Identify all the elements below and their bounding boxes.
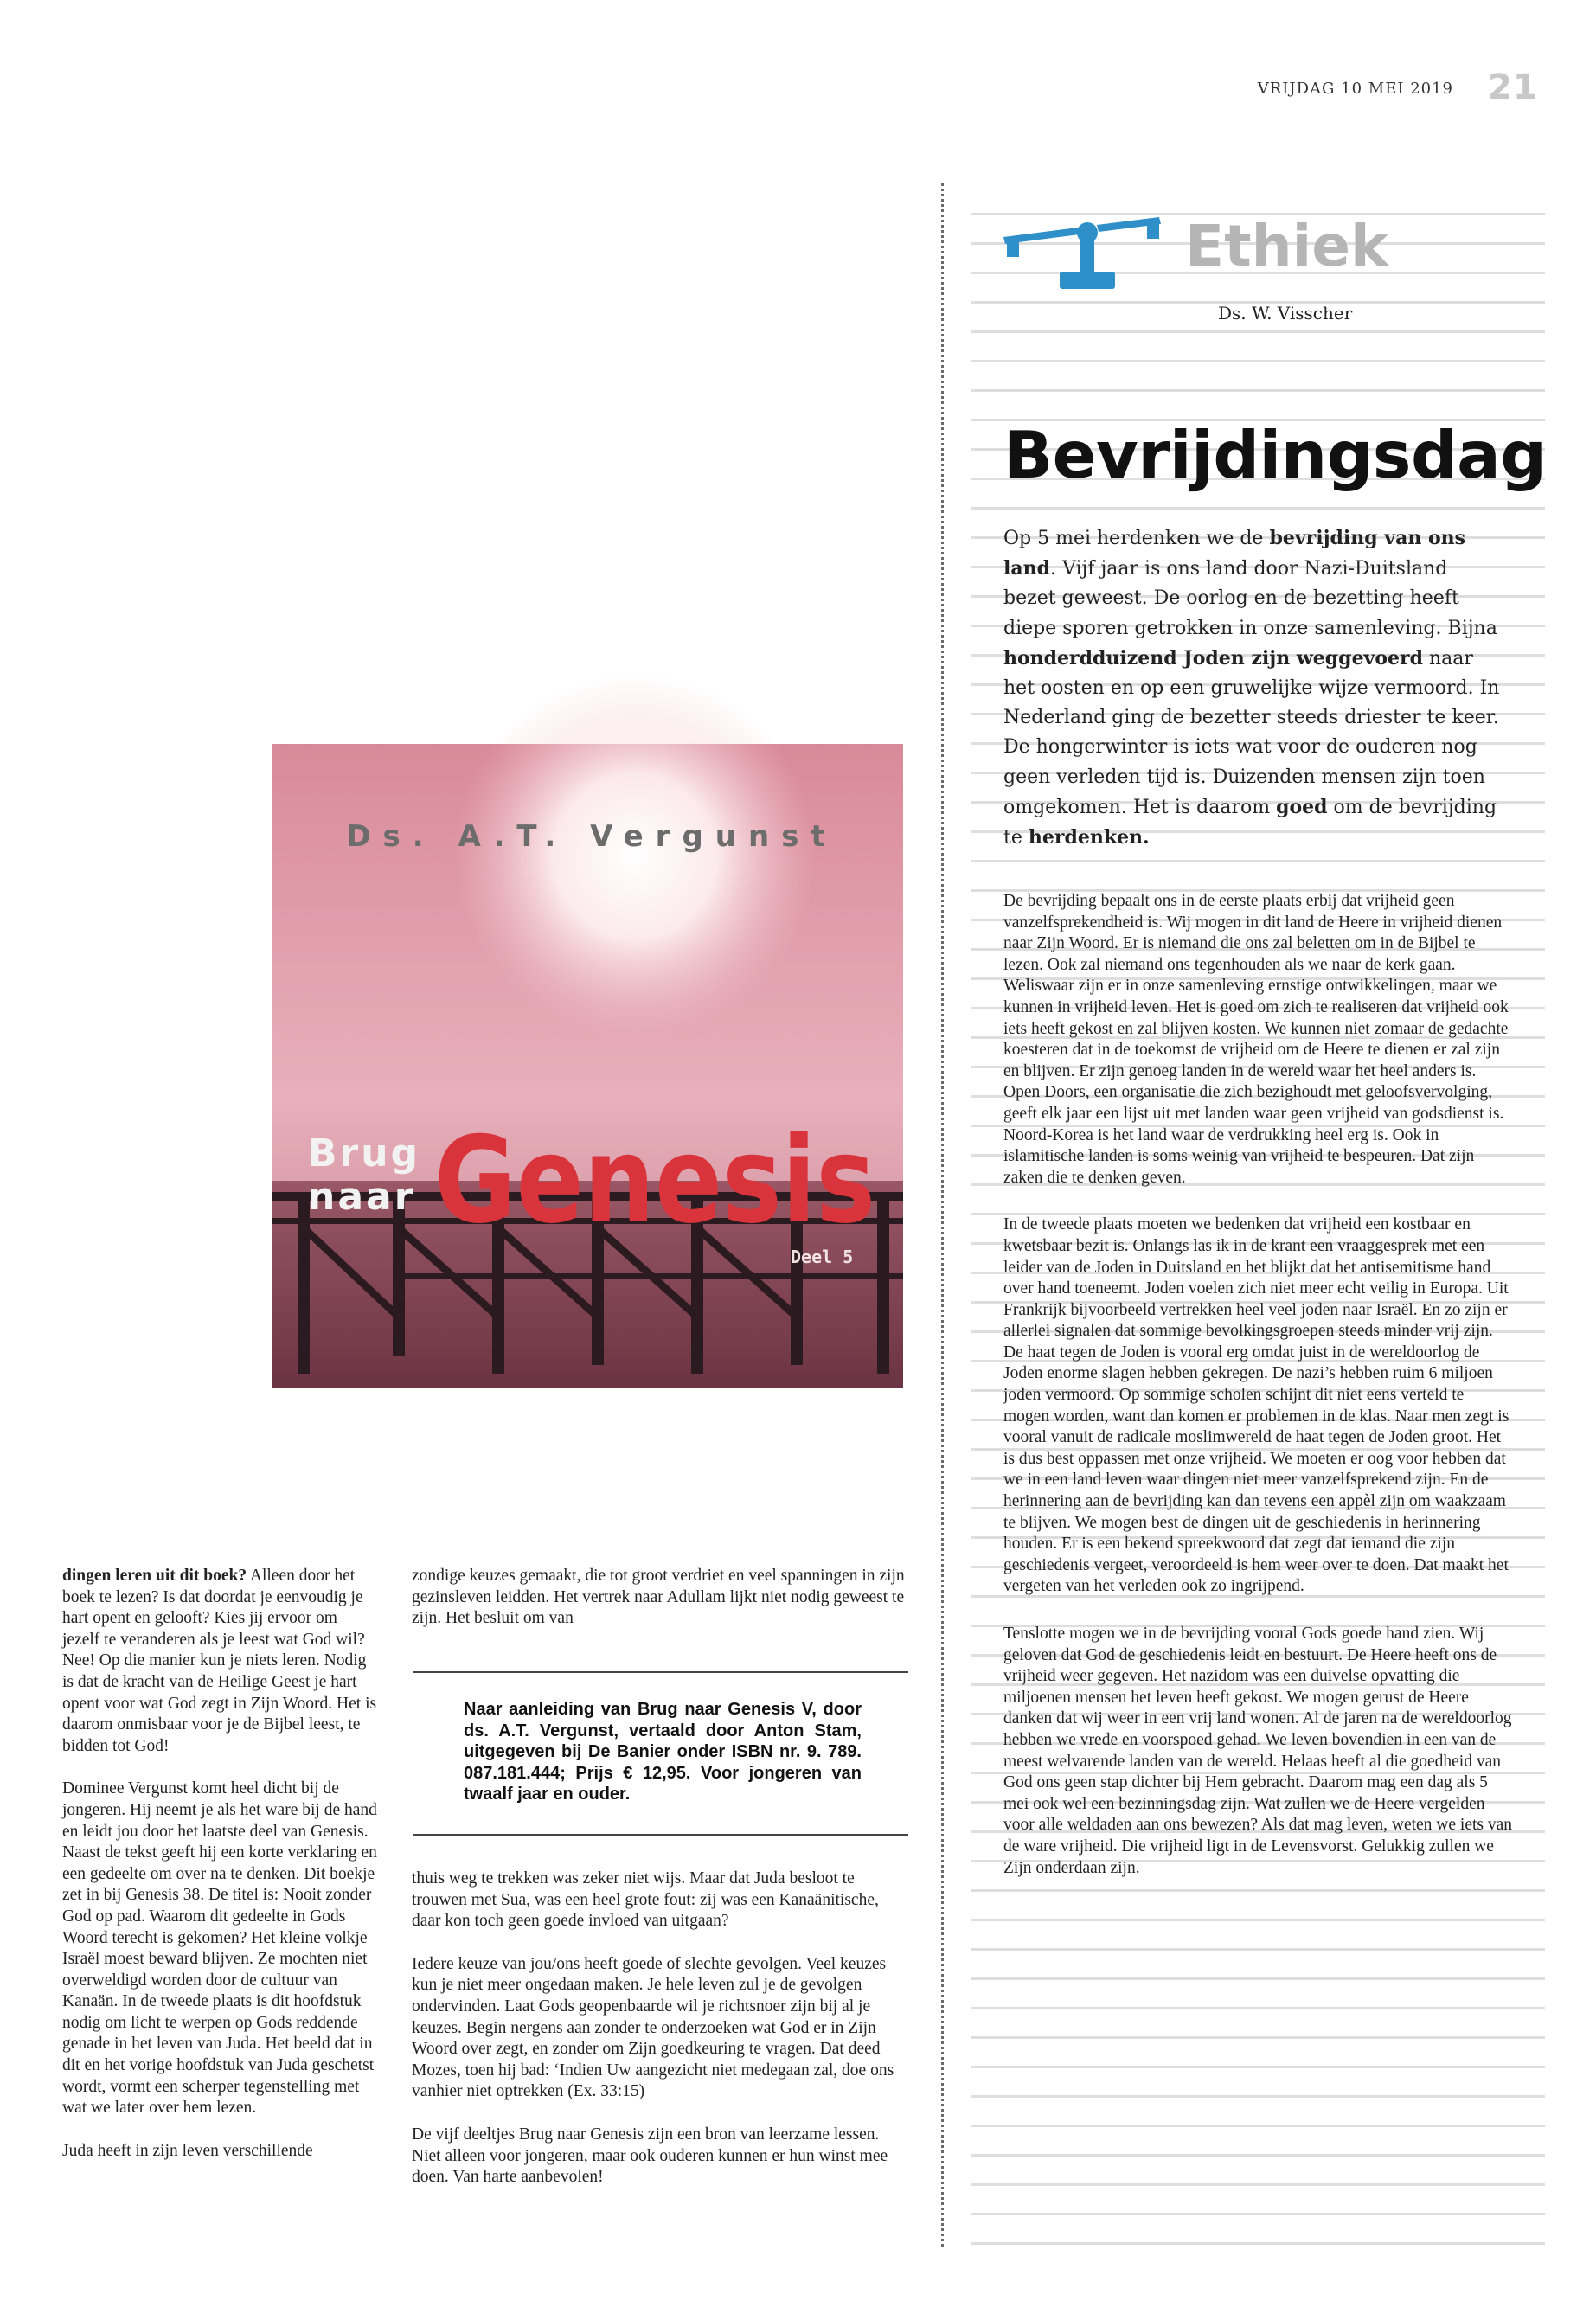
review-column-2-bottom [412, 1868, 907, 2210]
book-title-word-1: Brug [308, 1131, 421, 1176]
review-paragraph: Iedere keuze van jou/ons heeft goede of slechte gevolgen. Veel keuzes kun je niet meer ongedaan maken. Je hele leven zul je de gevolgen ondervinden. Laat Gods geopenbaarde wil je richtsnoer zijn bij al je keuzes. Begin nergens aan zonder te onderzoeken wat God er in Zijn Woord over zegt, en zonder om Zijn goedkeuring te vragen. Dat deed Mozes, toen hij bad: ‘Indien Uw aangezicht niet medegaan zal, doe ons vanhier niet optrekken (Ex. 33:15) [412, 1954, 894, 2101]
review-paragraph: thuis weg te trekken was zeker niet wijs. Maar dat Juda besloot te trouwen met Sua, was een heel grote fout: zij was een Kanaänitische, daar kon toch geen goede invloed van uitgaan? [412, 1869, 879, 1931]
review-paragraph: Dominee Vergunst komt heel dicht bij de jongeren. Hij neemt je als het ware bij de hand en leidt jou door het laatste deel van Genesis. Naast de tekst geeft hij een korte verklaring en een gedeelte om over na te denken. Dit boekje zet in bij Genesis 38. De titel is: Nooit zonder God op pad. Waarom dit gedeelte in Gods Woord terecht is gekomen? Het kleine volkje Israël moest beward blijven. Ze mochten niet overweldigd worden door de cultuur van Kanaän. In de tweede plaats is dit hoofdstuk nodig om licht te werpen op Gods reddende genade in het leven van Juda. Het beeld dat in dit en het vorige hoofdstuk van Juda geschetst wordt, vormt een scherper tegenstelling met wat we later over hem lezen. [62, 1779, 377, 2118]
review-column-1 [62, 1566, 379, 2183]
article-lead: Op 5 mei herdenken we de bevrijding van ons land. Vijf jaar is ons land door Nazi-Duitsland bezet geweest. De oorlog en de bezetting heeft diepe sporen getrokken in onze samenleving. Bijna honderdduizend Joden zijn weggevoerd naar het oosten en op een gruwelijke wijze vermoord. In Nederland ging de bezetter steeds driester te keer. De hongerwinter is iets wat voor de ouderen nog geen verleden tijd is. Duizenden mensen zijn toen omgekomen. Het is daarom goed om de bevrijding te herdenken. [1003, 527, 1500, 849]
section-label: Ethiek [1185, 213, 1388, 279]
review-paragraph: Juda heeft in zijn leven verschillende [62, 2141, 313, 2160]
book-author: Ds. A.T. Vergunst [346, 819, 837, 854]
article-paragraph: In de tweede plaats moeten we bedenken dat vrijheid een kostbaar en kwetsbaar bezit is. Onlangs las ik in de krant een vraaggesprek met een leider van de Joden in Duitsland en het blijkt dat het antisemitisme hand over hand toeneemt. Joden voelen zich niet meer echt veilig in Europa. Uit Frankrijk bijvoorbeeld vertrekken heel veel joden naar Israël. En zo zijn er allerlei signalen dat sommige bevolkingsgroepen steeds minder vrij zijn. De haat tegen de Joden is vooral erg omdat juist in de wereldoorlog de Joden enorme slagen hebben gekregen. De nazi’s hebben ruim 6 miljoen joden vermoord. Op sommige scholen schijnt dit niet eens verteld te mogen worden, want dan komen er problemen in de klas. Naar men zegt is vooral vanuit de radicale moslimwereld de haat tegen de Joden groot. Het is dus best oppassen met onze vrijheid. We moeten er oog voor hebben dat we in een land leven waar dingen niet meer vanzelfsprekend zijn. En de herinnering aan de bevrijding kan dan tevens een appèl zijn om waakzaam te blijven. We mogen best de dingen uit de geschiedenis in herinnering houden. Er is een bekend spreekwoord dat zegt dat iemand die zijn geschiedenis vergeet, veroordeeld is hem weer over te doen. Dat maakt het vergeten van het verleden ook zo ingrijpend. [1003, 1215, 1509, 1596]
book-info-text: Naar aanleiding van Brug naar Genesis V, door ds. A.T. Vergunst, vertaald door Anton Stam, uitgegeven bij De Banier onder ISBN nr. 9. 789. 087.181.444; Prijs € 12,95. Voor jongeren van twaalf jaar en ouder. [464, 1700, 862, 1804]
section-author: Ds. W. Visscher [1218, 303, 1353, 324]
issue-date: VRIJDAG 10 MEI 2019 [1257, 80, 1453, 98]
article-title: Bevrijdingsdag [1003, 417, 1547, 493]
article-paragraph: De bevrijding bepaalt ons in de eerste plaats erbij dat vrijheid geen vanzelfsprekendheid is. Wij mogen in dit land de Heere in vrijheid dienen naar Zijn Woord. Er is niemand die ons zal beletten om in de Bijbel te lezen. Ook zal niemand ons tegenhouden als we naar de kerk gaan. Weliswaar zijn er in onze samenleving ernstige ontwikkelingen, maar we kunnen in vrijheid leven. Het is goed om zich te realiseren dat vrijheid ook iets heeft gekost en zal blijven kosten. We kunnen niet zomaar de gedachte koesteren dat in de toekomst de vrijheid om de Heere te dienen er zal zijn en blijven. Er zijn genoeg landen in de wereld waar het heel anders is. Open Doors, een organisatie die zich bezighoudt met geloofsvervolging, geeft elk jaar een lijst uit met landen waar geen vrijheid van godsdienst is. Noord-Korea is het land waar de verdrukking heel erg is. Ook in islamitische landen is soms weinig van vrijheid te bespeuren. Dat zijn zaken die te denken geven. [1003, 892, 1509, 1187]
article-paragraph: Tenslotte mogen we in de bevrijding vooral Gods goede hand zien. Wij geloven dat God de geschiedenis leidt en bestuurt. De Heere heeft ons de vrijheid weer gegeven. Het nazidom was een duivelse opvatting die miljoenen mensen het leven heeft gekost. We mogen gerust de Heere danken dat wij weer in een vrij land wonen. Al de jaren na de wereldoorlog hebben we vrede en voorspoed gehad. We leven bovendien in een van de meest welvarende landen van de wereld. Helaas heeft al die goedheid van God ons geen stap dichter bij Hem gebracht. Daarom mag een dag als 5 mei ook wel een bezinningsdag zijn. Wat zullen we de Heere vergelden voor alle weldaden aan ons bewezen? Als dat mag leven, weten we iets van de ware vrijheid. Die vrijheid ligt in de Levensvorst. Gelukkig zullen we Zijn onderdaan zijn. [1003, 1625, 1513, 1877]
column-divider [941, 183, 944, 2247]
review-paragraph: dingen leren uit dit boek? Alleen door het boek te lezen? Is dat doordat je eenvoudig je hart opent en gelooft? Kies jij ervoor om jezelf te veranderen als je leest wat God wil? Nee! Op die manier kun je niets leren. Nodig is dat de kracht van de Heilige Geest je hart opent voor wat God zegt in Zijn Woord. Het is daarom onmisbaar voor je de Bijbel leest, te bidden tot God! [62, 1567, 377, 1755]
book-title-word-2: naar [308, 1175, 416, 1219]
page-number: 21 [1488, 67, 1538, 107]
scales-icon [1003, 215, 1172, 298]
review-paragraph: De vijf deeltjes Brug naar Genesis zijn een bron van leerzame lessen. Niet alleen voor jongeren, maar ook ouderen kunnen er hun winst mee doen. Van harte aanbevolen! [412, 2125, 888, 2187]
review-column-2-top [412, 1566, 907, 1630]
article-body [1003, 891, 1514, 1905]
book-title: Genesis [434, 1111, 875, 1250]
review-paragraph: zondige keuzes gemaakt, die tot groot verdriet en veel spanningen in zijn gezinsleven leidden. Het vertrek naar Adullam lijkt niet nodig geweest te zijn. Het besluit om van [412, 1567, 905, 1628]
book-info-box [413, 1671, 908, 1836]
book-part: Deel 5 [791, 1247, 854, 1267]
book-cover-image [272, 744, 903, 1388]
